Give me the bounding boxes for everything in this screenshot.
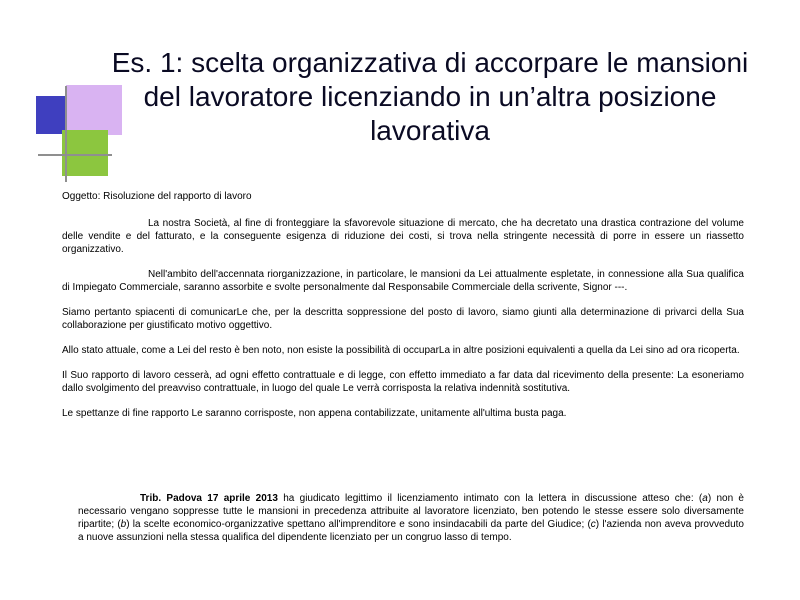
- letter-paragraph-6: Le spettanze di fine rapporto Le saranno corrisposte, non appena contabilizzate, unitamente all'ultima busta paga.: [62, 408, 567, 419]
- letter-paragraph-1: La nostra Società, al fine di fronteggiare la sfavorevole situazione di mercato, che ha decretato una drastica contrazione del volume delle vendite e del fatturato, e la conseguente esigenza di riduzione dei costi, si trova nella stringente necessità di porre in essere un riassetto organizzativo.: [62, 218, 744, 255]
- vertical-rule: [65, 86, 67, 182]
- slide-title: Es. 1: scelta organizzativa di accorpare le mansioni del lavoratore licenziando in un’altra posizione lavorativa: [111, 47, 749, 146]
- letter-body: [62, 190, 744, 432]
- letter-paragraph-4: Allo stato attuale, come a Lei del resto è ben noto, non esiste la possibilità di occuparLa in altre posizioni equivalenti a quella da Lei sino ad ora ricoperta.: [62, 345, 740, 356]
- court-citation: Trib. Padova 17 aprile 2013: [140, 493, 278, 504]
- letter-paragraph-2: Nell'ambito dell'accennata riorganizzazione, in particolare, le mansioni da Lei attualmente espletate, in connessione alla Sua qualifica di Impiegato Commerciale, saranno assorbite e svolte personalmente dal Responsabile Commerciale della scrivente, Signor ---.: [62, 269, 744, 293]
- letter-paragraph-3: Siamo pertanto spiacenti di comunicarLe che, per la descritta soppressione del posto di lavoro, siamo giunti alla determinazione di privarci della Sua collaborazione per giustificato motivo oggettivo.: [62, 307, 744, 331]
- letter-paragraph-5: Il Suo rapporto di lavoro cesserà, ad ogni effetto contrattuale e di legge, con effetto immediato a far data dal ricevimento della presente: La esoneriamo dallo svolgimento del preavviso contrattuale, in luogo del quale Le verrà corrisposta la relativa indennità sostitutiva.: [62, 370, 744, 394]
- court-note-text: Trib. Padova 17 aprile 2013 ha giudicato legittimo il licenziamento intimato con la lettera in discussione atteso che: (a) non è necessario vengano soppresse tutte le mansioni in precedenza attribuite al lavoratore licenziato, ben potendo le stesse essere solo diversamente ripartite; (b) la scelte economico-organizzative spettano all'imprenditore e sono insindacabili da parte del Giudice; (c) l'azienda non aveva provveduto a nuove assunzioni nella stessa qualifica del dipendente licenziato per un congruo lasso di tempo.: [78, 493, 744, 543]
- letter-subject: Oggetto: Risoluzione del rapporto di lavoro: [62, 191, 252, 202]
- court-note: [78, 492, 744, 544]
- horizontal-rule: [38, 154, 112, 156]
